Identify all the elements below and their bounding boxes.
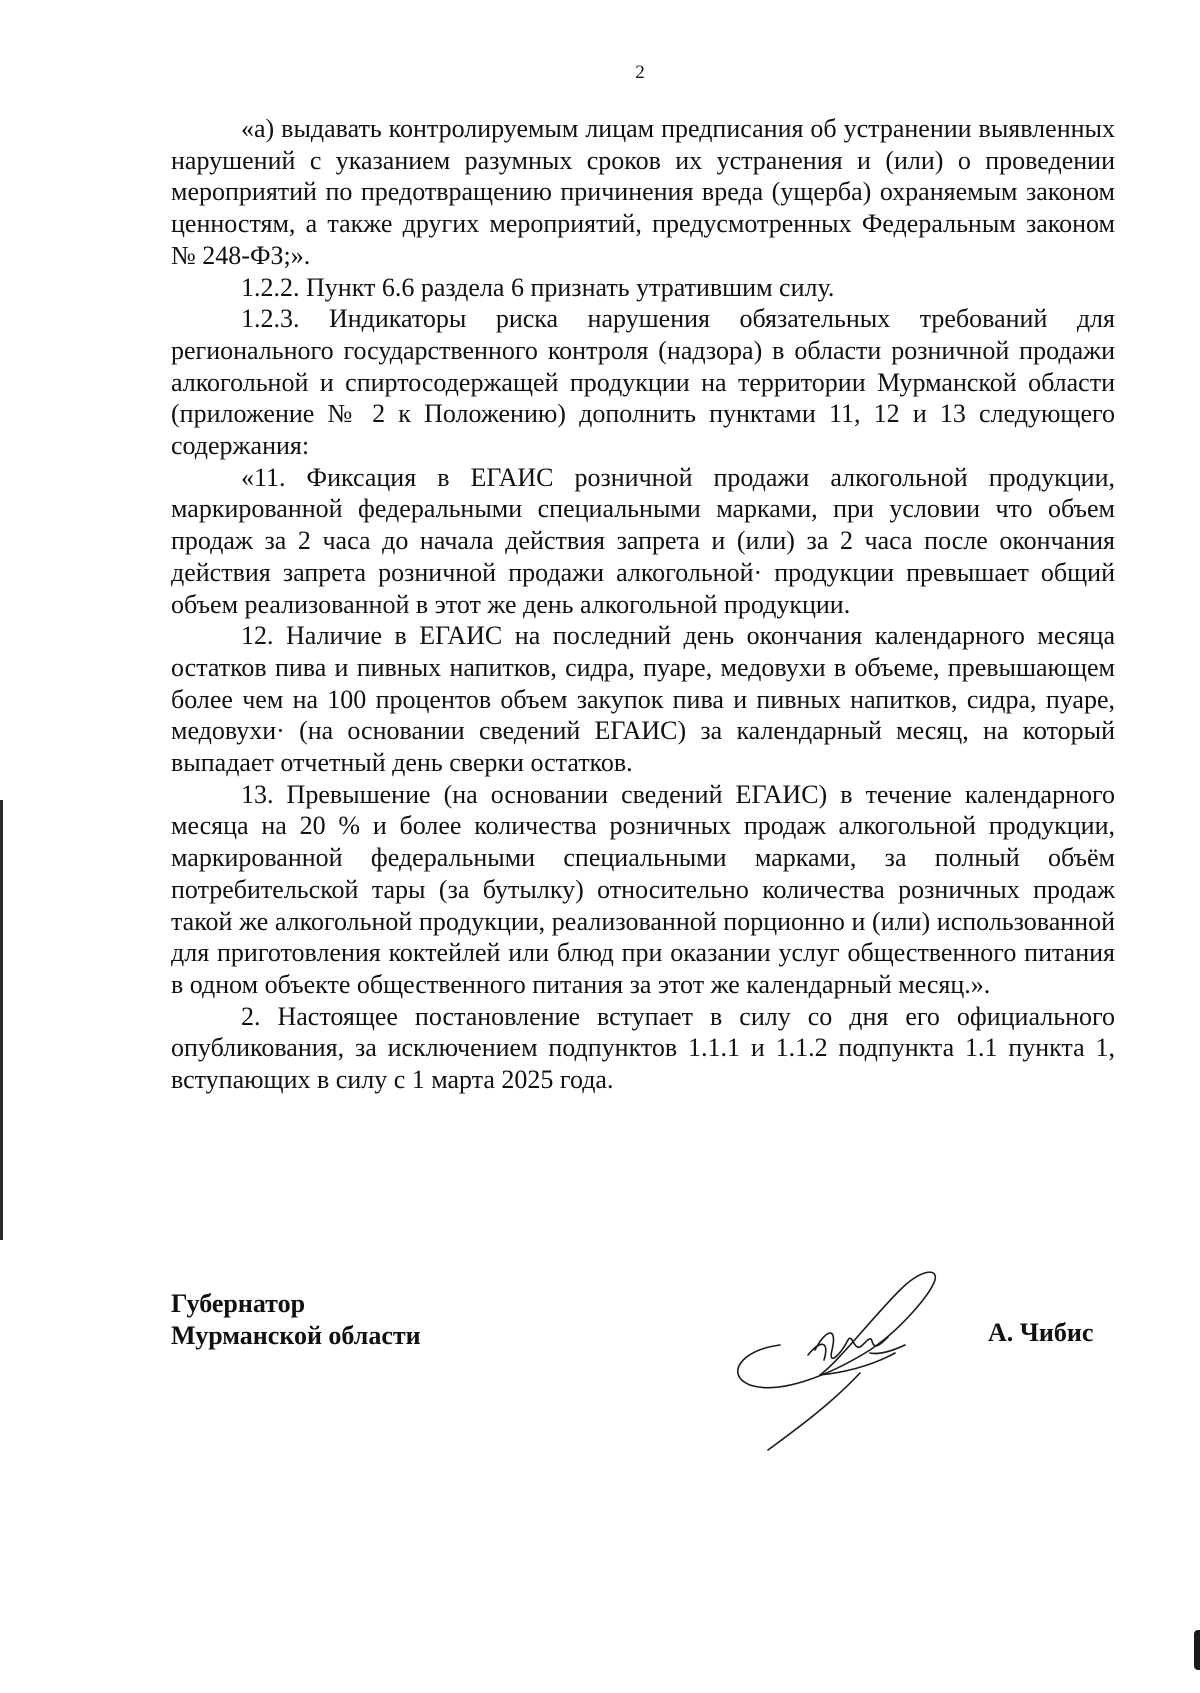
document-body bbox=[171, 113, 1115, 1096]
paragraph-subpoint-a: «а) выдавать контролируемым лицам предписания об устранении выявленных нарушений с указанием разумных сроков их устранения и (или) о проведении мероприятий по предотвращению причинения вреда (ущерба) охраняемым законом ценностям, а также других мероприятий, предусмотренных Федеральным законом № 248-ФЗ;». bbox=[171, 114, 1115, 270]
paragraph-1-2-3: 1.2.3. Индикаторы риска нарушения обязательных требований для регионального государственного контроля (надзора) в области розничной продажи алкогольной и спиртосодержащей продукции на территории Мурманской области (приложение № 2 к Положению) дополнить пунктами 11, 12 и 13 следующего содержания: bbox=[171, 304, 1115, 461]
signatory-position-line1: Губернатор bbox=[171, 1289, 306, 1318]
paragraph-indicator-13: 13. Превышение (на основании сведений ЕГАИС) в течение календарного месяца на 20 % и более количества розничных продаж алкогольной продукции, маркированной федеральными специальными марками, за полный объём потребительской тары (за бутылку) относительно количества розничных продаж такой же алкогольной продукции, реализованной порционно и (или) использованной для приготовления коктейлей или блюд при оказании услуг общественного питания в одном объекте общественного питания за этот же календарный месяц.». bbox=[171, 779, 1115, 999]
paragraph-1-2-2: 1.2.2. Пункт 6.6 раздела 6 признать утратившим силу. bbox=[241, 272, 835, 302]
signatory-name: А. Чибис bbox=[988, 1318, 1094, 1347]
signatory-position bbox=[171, 1288, 421, 1352]
page-number: 2 bbox=[635, 62, 645, 83]
handwritten-signature bbox=[720, 1255, 960, 1455]
paragraph-indicator-12: 12. Наличие в ЕГАИС на последний день окончания календарного месяца остатков пива и пивных напитков, сидра, пуаре, медовухи в объеме, превышающем более чем на 100 процентов объем закупок пива и пивных напитков, сидра, пуаре, медовухи· (на основании сведений ЕГАИС) за календарный месяц, на который выпадает отчетный день сверки остатков. bbox=[171, 621, 1115, 778]
paragraph-indicator-11: «11. Фиксация в ЕГАИС розничной продажи алкогольной продукции, маркированной федеральными специальными марками, при условии что объем продаж за 2 часа до начала действия запрета и (или) за 2 часа после окончания действия запрета розничной продажи алкогольной· продукции превышает общий объем реализованной в этот же день алкогольной продукции. bbox=[171, 462, 1115, 619]
scan-corner-mark bbox=[1194, 1630, 1200, 1670]
paragraph-effective-date: 2. Настоящее постановление вступает в силу со дня его официального опубликования, за исключением подпунктов 1.1.1 и 1.1.2 подпункта 1.1 пункта 1, вступающих в силу с 1 марта 2025 года. bbox=[171, 1001, 1115, 1095]
scan-edge-mark bbox=[0, 800, 3, 1240]
signatory-position-line2: Мурманской области bbox=[171, 1321, 421, 1350]
